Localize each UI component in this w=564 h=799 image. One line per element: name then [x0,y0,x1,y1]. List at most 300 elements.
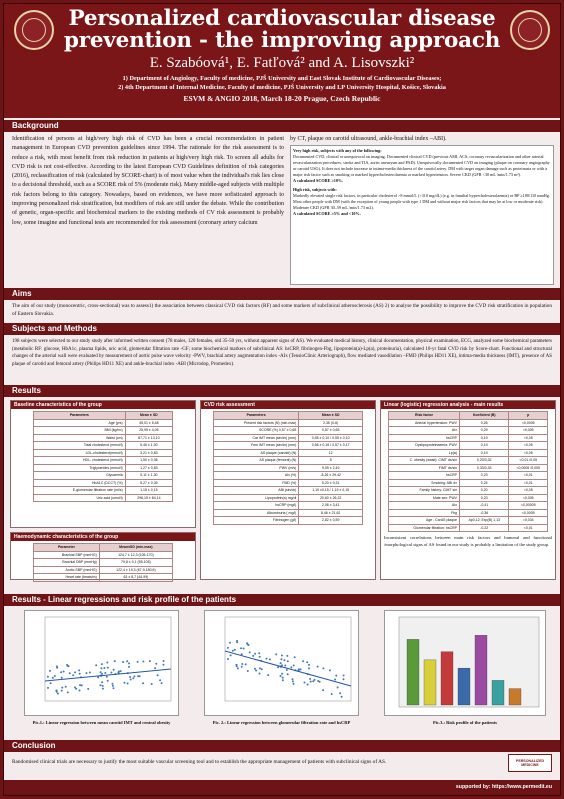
haemo-row [34,566,173,574]
scatter-point [100,671,102,673]
risk-profile-bar [475,635,487,705]
scatter-point [86,672,88,674]
scatter-point [106,662,108,664]
high-risk-text: Markedly elevated single risk factors, in particular cholesterol >8 mmol/L (>310 mg/dL) (e.g. in familial hypercholesterolaemia) or BP ≥180/110 mmHg. Most other people with DM (with the exception of young people with type 1 DM and without major risk factors that may be at low or moderate risk). Moderate CKD (GFR 30–59 mL /min/1.73 m2). [293,193,550,210]
risk-profile-bar [407,639,419,705]
baseline-row [34,464,173,472]
regression-cell: <0,005 [509,494,548,502]
footer-support: supported by: https://www.permedit.eu [4,780,560,795]
regression-cell: <0,01 [509,472,548,480]
regression-cell: Arterial hypertension: PWV [389,419,460,427]
scatter-point [307,684,309,686]
scatter-point [232,650,234,652]
scatter-point [114,660,116,662]
regression-cell: 0,23 [459,494,508,502]
regression-cell: <0,01 [509,524,548,532]
hospital-seal-icon [510,10,550,50]
figure-3-chart [384,610,546,716]
very-high-risk-text: Documented CVD, clinical or unequivocal on imaging. Documented clinical CVD (previous AMI, ACS, coronary revascularization and other arterial revascularization procedures, stroke and TIA, aortic aneurysm and PAD). Unequivocally documented CVD on imaging (plaque on coronary angiography or carotid USG). It does not include increase in intima-media thickness of the carotid artery. DM with target organ damage such as proteinuria or with a major risk factor such as smoking or marked hypercholesterolaemia or marked hypertension. Severe CKD (GFR <30 mL /min/1.73 m²). [293,154,550,177]
conclusion-text: Randomised clinical trials are necessary to justify the most suitable vascular screening tool and to establish the appropriate management of patients with subclinical signs of AS. [12,759,387,765]
scatter-point [113,687,115,689]
very-high-risk-score: A calculated SCORE ≥10%. [293,178,344,183]
haemo-cell: 124,7 ± 12,3 (105-170) [99,551,172,559]
haemo-cell: 122,4 ± 19,3 (67,9-180,6) [99,566,172,574]
cvd-row [214,487,363,495]
section-background-header: Background [4,120,560,132]
regression-row [389,517,548,525]
section-aims-header: Aims [4,288,560,300]
scatter-point [113,669,115,671]
baseline-cell: 87,71 ± 13,10 [125,434,172,442]
cvd-row [214,479,363,487]
regression-row [389,464,548,472]
baseline-row [34,434,173,442]
scatter-point [258,652,260,654]
scatter-point [304,682,306,684]
scatter-point [89,672,91,674]
baseline-cell: Triglycerides (mmol/l) [34,464,126,472]
scatter-point [61,690,63,692]
scatter-point [281,673,283,675]
cvd-cell: AS plaque (femoral) (N) [214,457,299,465]
scatter-point [151,683,153,685]
scatter-point [287,660,289,662]
scatter-point [255,670,257,672]
scatter-point [317,666,319,668]
regression-row [389,472,548,480]
haemo-cell: Heart rate (beats/m) [34,574,100,582]
risk-profile-bar [458,668,470,705]
cvd-row [214,442,363,450]
scatter-point [79,684,81,686]
scatter-point [282,677,284,679]
regression-row [389,502,548,510]
regression-cell: <0,0005 [509,419,548,427]
cvd-row [214,427,363,435]
cvd-table-title: CVD risk assessment [201,401,375,409]
scatter-point [254,653,256,655]
scatter-point [259,673,261,675]
scatter-point [69,672,71,674]
scatter-point [106,676,108,678]
regression-row [389,427,548,435]
cvd-cell: Car IMT mean (sin/dx) (mm) [214,434,299,442]
scatter-point [154,667,156,669]
scatter-point [97,676,99,678]
scatter-point [261,668,263,670]
scatter-point [229,642,231,644]
baseline-cell: Waist (cm) [34,434,126,442]
section-conclusion-header: Conclusion [4,740,560,752]
haemo-cell: Aortic SBP (mmHG) [34,566,100,574]
scatter-point [124,682,126,684]
cvd-cell: AIx (%) [214,472,299,480]
scatter-point [227,658,229,660]
scatter-point [159,679,161,681]
cvd-cell: 12 [299,449,363,457]
scatter-point [246,642,248,644]
scatter-point [65,686,67,688]
section-methods-header: Subjects and Methods [4,323,560,335]
baseline-cell: E-glomerular filtration rate (ml/s) [34,487,126,495]
scatter-point [155,663,157,665]
cvd-cell: 2,82 ± 0,59 [299,517,363,525]
scatter-point [281,655,283,657]
scatter-point [103,667,105,669]
scatter-point [293,683,295,685]
haemo-row [34,551,173,559]
scatter-point [287,673,289,675]
regression-row [389,434,548,442]
section-results-header: Results [4,385,560,397]
cvd-row [214,472,363,480]
cvd-row [214,419,363,427]
scatter-point [134,675,136,677]
scatter-point [290,666,292,668]
regression-cell: Male sex: PWV [389,494,460,502]
scatter-point [79,673,81,675]
figure-1-caption: Pic.1.: Linear regression between mean carotid IMT and central obesity [32,720,171,725]
scatter-point [142,661,144,663]
scatter-point [107,667,109,669]
regression-cell: 0,29 [459,427,508,435]
scatter-point [66,664,68,666]
regression-row [389,509,548,517]
scatter-point [101,673,103,675]
baseline-table-box [10,400,196,528]
regression-cell: 0,26 [459,419,508,427]
cvd-cell: hsCRP (mg/l) [214,502,299,510]
scatter-point [337,687,339,689]
scatter-point [280,675,282,677]
very-high-risk-title: Very high risk, subjects with any of the following: [293,148,382,153]
regression-cell: 0,20 [459,487,508,495]
cvd-row [214,457,363,465]
scatter-point [322,689,324,691]
cvd-cell: FMD (%) [214,479,299,487]
scatter-point [235,664,237,666]
high-risk-title: High risk, subjects with: [293,187,337,192]
scatter-point [280,658,282,660]
scatter-point [286,669,288,671]
scatter-point [67,691,69,693]
haemo-cell: 63 ± 8,7 (44-99) [99,574,172,582]
baseline-row [34,457,173,465]
regression-cell: <0,005 [509,427,548,435]
scatter-point [120,670,122,672]
cvd-cell: 1,19 ±0,15 / 1,19 ± 0,15 [299,487,363,495]
regression-cell: -0,22 [459,524,508,532]
regression-table-box [380,400,556,580]
scatter-point [267,674,269,676]
scatter-point [157,674,159,676]
cvd-row [214,449,363,457]
baseline-cell: 5,11 ± 1,30 [125,472,172,480]
scatter-point [47,676,49,678]
regression-cell: <0,05 [509,434,548,442]
aims-text: The aim of our study (monocentric, cross-sectional) was to assess1) the association between classical CVD risk factors (RF) and some markers of subclinical atherosclerosis (AS) 2) to analyse the possibility to improve the CVD risk stratification in population of Eastern Slovakia. [12,303,552,317]
cvd-cell: Fem IMT mean (sin/dx) (mm) [214,442,299,450]
haemo-cell: 79,8 ± 9,1 (55-105) [99,559,172,567]
baseline-cell: 1,27 ± 0,83 [125,464,172,472]
regression-cell: Fbg [389,509,460,517]
scatter-point [254,668,256,670]
scatter-point [60,671,62,673]
cvd-row [214,502,363,510]
cvd-cell: Present risk factors (N) (min-max) [214,419,299,427]
scatter-point [107,680,109,682]
haemo-table-box [10,532,196,580]
scatter-point [112,683,114,685]
regression-cell: =0,034 [509,517,548,525]
regression-cell: Age : CarAS plaque [389,517,460,525]
regression-cell: -0,36 [459,509,508,517]
scatter-point [292,678,294,680]
scatter-point [302,660,304,662]
scatter-point [241,666,243,668]
poster-title: Personalized cardiovascular disease prevention - the improving approach [63,6,501,53]
cvd-cell: Albuminuria ( mg/l) [214,509,299,517]
scatter-point [240,647,242,649]
haemo-row [34,559,173,567]
baseline-cell: Glycaemia [34,472,126,480]
regression-cell: <0,0005 [509,509,548,517]
regression-cell: <0,05 [509,449,548,457]
cvd-cell: 2,06 ± 3,41 [299,502,363,510]
baseline-cell: Uric acid (umol/l) [34,494,126,502]
scatter-point [142,682,144,684]
scatter-point [163,660,165,662]
scatter-point [87,688,89,690]
scatter-point [100,684,102,686]
scatter-point [343,678,345,680]
baseline-row [34,419,173,427]
scatter-point [293,665,295,667]
regression-row [389,457,548,465]
haemo-row [34,574,173,582]
baseline-cell: 25,95 ± 4,06 [125,427,172,435]
scatter-point [122,661,124,663]
scatter-point [241,653,243,655]
regression-cell: Ap0,12; Exp(B) 1,13 [459,517,508,525]
scatter-point [126,660,128,662]
scatter-point [57,693,59,695]
regression-cell: <0,00005 [509,502,548,510]
scatter-point [130,679,132,681]
regression-cell: Lp(a) [389,449,460,457]
regression-cell: 0,19 [459,434,508,442]
cvd-row [214,464,363,472]
conference: ESVM & ANGIO 2018, March 18-20 Prague, Czech Republic [183,94,381,103]
scatter-point [282,679,284,681]
scatter-point [234,649,236,651]
regression-cell: 0,24 [459,479,508,487]
cvd-cell: 5,20 ± 9,31 [299,479,363,487]
baseline-row [34,449,173,457]
regression-cell: FIMT dx/sin [389,464,460,472]
scatter-point [306,661,308,663]
authors: E. Szabóová¹, E. Fatľová² and A. Lisovszki² [149,55,415,71]
regression-cell: 0,19 [459,449,508,457]
cvd-row [214,517,363,525]
cvd-cell: 0,57 ± 0,65 [299,427,363,435]
cvd-cell: 0,56 ± 0,16 / 0,57 ± 0,17 [299,442,363,450]
scatter-point [300,668,302,670]
baseline-cell: HbA1C (DCCT) (%) [34,479,126,487]
scatter-point [132,677,134,679]
scatter-point [95,664,97,666]
cvd-cell: PWV (m/s) [214,464,299,472]
scatter-point [47,687,49,689]
scatter-point [149,660,151,662]
scatter-point [331,693,333,695]
cvd-cell: 5 [299,457,363,465]
cvd-cell: 0,55 ± 0,10 / 0,55 ± 0,10 [299,434,363,442]
permedit-logo: PERSONALIZED MEDICINE [508,754,552,772]
regression-cell: Smoking: ABI dx [389,479,460,487]
baseline-cell: LDL-cholesterol(mmol/l) [34,449,126,457]
regression-cell: 0,19 [459,442,508,450]
regression-cell: hsCRP [389,472,460,480]
baseline-table-title: Baseline characteristics of the group [11,401,195,409]
baseline-row [34,442,173,450]
regression-cell: <0,0005 /0,005 [509,464,548,472]
scatter-point [329,669,331,671]
cvd-cell: 20,60 ± 26,22 [299,494,363,502]
scatter-point [314,679,316,681]
regression-cell: AIx [389,502,460,510]
baseline-cell: Age (yrs) [34,419,126,427]
scatter-point [61,677,63,679]
cvd-table-box [200,400,376,580]
scatter-point [309,678,311,680]
scatter-point [104,672,106,674]
regression-cell: <0,05 [509,487,548,495]
university-seal-icon [14,10,54,50]
cvd-cell: SCORE (%) 0,57 ± 0,65 [214,427,299,435]
poster [3,3,561,796]
scatter-point [243,648,245,650]
scatter-point [310,681,312,683]
regression-row [389,419,548,427]
scatter-point [294,656,296,658]
scatter-point [280,662,282,664]
scatter-point [245,663,247,665]
scatter-point [61,687,63,689]
regression-cell: <0,01 /0,05 [509,457,548,465]
scatter-point [79,690,81,692]
risk-definitions-box [290,145,554,285]
regression-cell: C. obesity (waist): CIMT dx/sin [389,457,460,465]
scatter-point [343,675,345,677]
scatter-point [49,670,51,672]
poster-header [4,4,560,118]
baseline-cell: 296,15 ± 84,14 [125,494,172,502]
regression-cell: 0,23 [459,472,508,480]
baseline-row [34,427,173,435]
figure-1-plot [25,611,178,715]
scatter-point [63,671,65,673]
cvd-row [214,494,363,502]
haemo-cell: Brachial SBP (mmHG) [34,551,100,559]
regression-cell: Family history: CIMT sin [389,487,460,495]
scatter-point [74,686,76,688]
scatter-point [277,666,279,668]
baseline-cell: HDL- cholesterol (mmol/l) [34,457,126,465]
scatter-point [241,663,243,665]
scatter-point [161,682,163,684]
scatter-point [247,670,249,672]
scatter-point [308,664,310,666]
baseline-cell: 1,15 ± 0,15 [125,487,172,495]
baseline-cell: 5,27 ± 0,39 [125,479,172,487]
regression-row [389,524,548,532]
scatter-point [56,667,58,669]
scatter-point [227,647,229,649]
scatter-point [55,690,57,692]
scatter-point [163,664,165,666]
cvd-cell: Fibrinogen (g/l) [214,517,299,525]
figure-2-chart [204,610,359,716]
scatter-point [137,661,139,663]
scatter-point [284,665,286,667]
cvd-cell: -8,26 ± 29,42 [299,472,363,480]
scatter-point [308,667,310,669]
scatter-point [341,696,343,698]
baseline-cell: 5,46 ± 1,00 [125,442,172,450]
scatter-point [259,656,261,658]
cvd-cell: AS plaque (carotid) (N) [214,449,299,457]
regression-cell: <0,05 [509,442,548,450]
regression-cell: 0,33/0,33 [459,464,508,472]
regression-row [389,479,548,487]
regression-cell: hsCRP [389,434,460,442]
scatter-point [110,672,112,674]
scatter-point [275,653,277,655]
scatter-point [237,667,239,669]
scatter-point [292,680,294,682]
cvd-cell: 8,46 ± 21,62 [299,509,363,517]
scatter-point [317,680,319,682]
risk-profile-bar [492,680,504,705]
baseline-cell: 1,50 ± 0,36 [125,457,172,465]
scatter-point [259,667,261,669]
regression-cell: <0,01 [509,479,548,487]
affiliations: 1) Department of Angiology, Faculty of medicine, PJŠ University and East Slovak Institute of Cardiovascular Diseases; 2) 4th Department of Internal Medicine, Faculty of medicine, PJŠ University and LP University Hospital, Košice, Slovakia [118,75,446,91]
scatter-point [54,675,56,677]
baseline-table: Parameters Mean ± SD Age (yrs) 45,01 ± 5,48 BMI (kg/m²) 25,95 ± 4,06 Waist (cm) 87,71 ± 13,10 Total cholesterol (mmol/l) 5,46 ± 1,00 LDL-cholesterol(mmol/l) 3,21 ± 0,83 HDL- cholesterol (mmol/l) 1,50 ± 0,36 Triglycerides (mmol/l) 1,27 ± 0,83 Glycaemia 5,11 ± 1,30 HbA1C (DCCT) (%) 5,27 ± 0,39 E-glomerular filtration rate (ml/s) 1,15 ± 0,15 Uric acid (umol/l) 296,15 ± 84,14 [33,411,173,502]
scatter-point [102,685,104,687]
section-regressions-header: Results - Linear regressions and risk profile of the patients [4,594,560,606]
scatter-point [283,659,285,661]
methods-text: 198 subjects were selected to our study study after informed written consent (78 males, 120 females, old 35-50 yrs, without apparent signs of AS). We evaluated medical history, clinical documentation, physical examination, ECG, analyzed some biochemical parameters (metabolic RF: glucose, HbA1c, plasma lipids, uric acid, glomerular filtration rate -GF; some biochemical markers of subclinical AS: hsCRP, fibrinogen-Fbg, lipoprotein(a)-Lp(a), proteinuria), calculated 10-yr fatal CVD risk by Score-chart. Functional and structural changes of the arterial wall were evaluated by measurement of aortic pulse wave velocity -PWV, brachial artery augmentation index -AIx (TensioClinic Arteriograph), flow mediated vasodilation –FMD (Philips HD11 XE), intima-media thickness (IMT), presence of AS plaque of carotid and femoral artery (Philips HD11 XE) and ankle-brachial index -ABI (Microdop, Promedex). [12,339,552,367]
scatter-point [78,669,80,671]
figure-3-caption: Pic.3.: Risk profile of the patients [432,720,498,725]
scatter-point [101,663,103,665]
scatter-point [249,651,251,653]
scatter-point [286,655,288,657]
scatter-point [101,681,103,683]
cvd-row [214,434,363,442]
scatter-point [72,674,74,676]
haemo-table-title: Haemodynamic characteristics of the group [11,533,195,541]
figure-1-chart [24,610,179,716]
cvd-cell: Lipoprotein(a) mg/dl [214,494,299,502]
haemo-cell: Brachial DBP (mmHg) [34,559,100,567]
scatter-point [127,683,129,685]
regression-table-title: Linear (logistic) regression analysis - main results [381,401,555,409]
baseline-row [34,479,173,487]
